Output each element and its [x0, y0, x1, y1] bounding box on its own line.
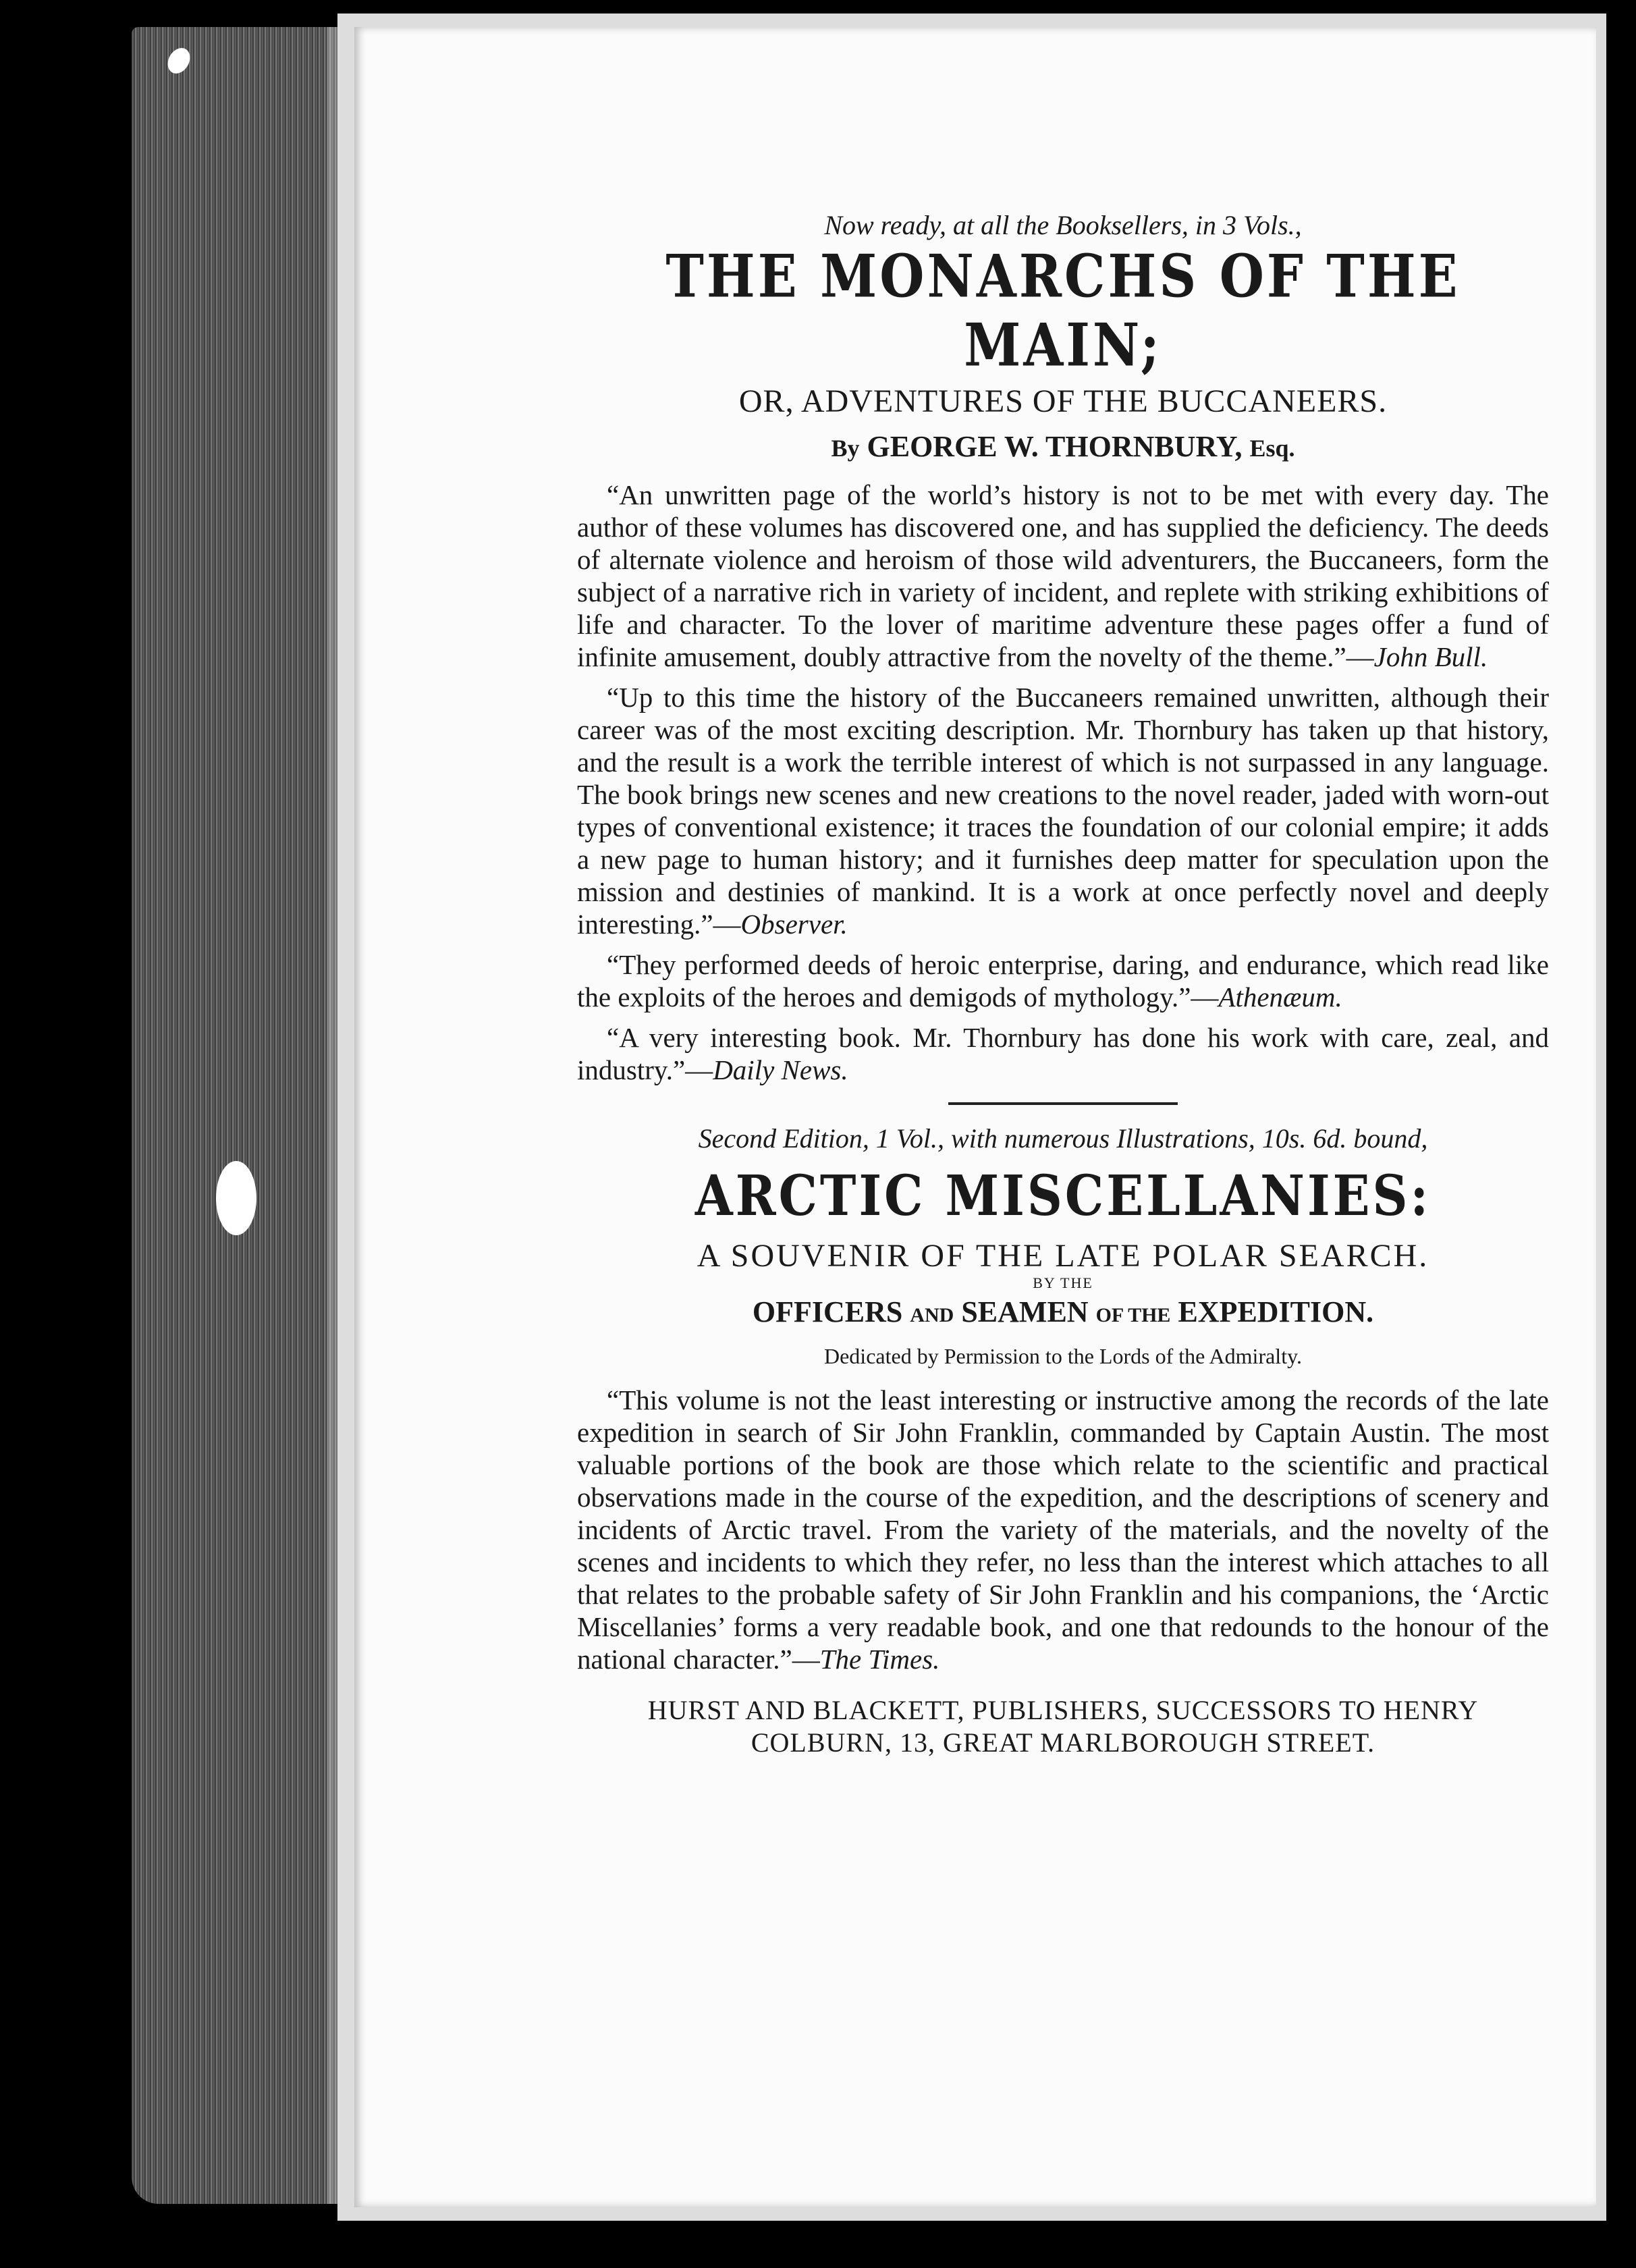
review-john-bull — [577, 479, 1549, 673]
review-text: “Up to this time the history of the Buccaneers remained unwritten, although their career was of the most exciting description. Mr. Thornbury has taken up that history, and the result is a work the terrible interest of which is not surpassed in any language. The book brings new scenes and new creations to the novel reader, jaded with worn-out types of conventional existence; it traces the foundation of our colonial empire; it adds a new page to human history; and it furnishes deep matter for speculation upon the mission and destinies of mankind. It is a work at once perfectly novel and deeply interesting.”— — [577, 682, 1549, 940]
section-divider — [948, 1102, 1178, 1105]
officers-word: OFFICERS — [752, 1295, 903, 1328]
review-text: “An unwritten page of the world’s history is not to be met with every day. The author of these volumes has discovered one, and has supplied the deficiency. The deeds of alternate violence and heroism of those wild adventurers, the Buccaneers, form the subject of a narrative rich in variety of incident, and replete with striking exhibitions of life and character. To the lover of maritime adventure these pages offer a fund of infinite amusement, doubly attractive from the novelty of the theme.”— — [577, 479, 1549, 672]
book1-title: THE MONARCHS OF THE MAIN; — [665, 241, 1461, 380]
review-text: “This volume is not the least interesting or instructive among the records of the late expedition in search of Sir John Franklin, commanded by Captain Austin. The most valuable portions of the book are those which relate to the scientific and practical observations made in the course of the expedition, and the descriptions of scenery and incidents of Arctic travel. From the variety of the materials, and the novelty of the scenes and incidents to which they refer, no less than the interest which attaches to all that relates to the probable safety of Sir John Franklin and his companions, the ‘Arctic Miscellanies’ forms a very readable book, and one that redounds to the honour of the national character.”— — [577, 1384, 1549, 1675]
seamen-word: SEAMEN — [961, 1295, 1089, 1328]
publisher-imprint — [577, 1694, 1549, 1759]
review-text: “They performed deeds of heroic enterprise, daring, and endurance, which read like the exploits of the heroes and demigods of mythology.”— — [577, 949, 1549, 1013]
review-observer — [577, 681, 1549, 940]
book2-title: ARCTIC MISCELLANIES: — [694, 1162, 1432, 1228]
review-source: Athenæum. — [1218, 981, 1342, 1013]
book2-authors-line — [577, 1295, 1549, 1329]
page-content — [577, 209, 1549, 1759]
book2-dedication: Dedicated by Permission to the Lords of the Admiralty. — [823, 1344, 1302, 1368]
review-daily-news — [577, 1021, 1549, 1086]
author-suffix: Esq. — [1249, 435, 1295, 462]
book2-by-the: BY THE — [1033, 1274, 1093, 1291]
advertisement-page — [354, 27, 1596, 2207]
review-the-times — [577, 1384, 1549, 1675]
review-source: The Times. — [819, 1644, 940, 1675]
review-athenaeum — [577, 948, 1549, 1013]
edition-note: Second Edition, 1 Vol., with numerous Illustrations, 10s. 6d. bound, — [698, 1123, 1428, 1154]
book1-subtitle: OR, ADVENTURES OF THE BUCCANEERS. — [738, 383, 1388, 419]
publisher-line-1: HURST AND BLACKETT, PUBLISHERS, SUCCESSORS TO HENRY — [647, 1695, 1479, 1725]
review-source: Daily News. — [713, 1054, 848, 1085]
review-source: Observer. — [740, 909, 848, 940]
publisher-line-2: COLBURN, 13, GREAT MARLBOROUGH STREET. — [751, 1727, 1375, 1758]
author-name: GEORGE W. THORNBURY, — [867, 430, 1243, 463]
review-text: “A very interesting book. Mr. Thornbury has done his work with care, zeal, and industry.”— — [577, 1022, 1549, 1085]
book-page-edge — [132, 27, 348, 2204]
review-source: John Bull. — [1373, 641, 1488, 672]
author-prefix: By — [831, 435, 860, 462]
scan-dust-mark — [216, 1161, 256, 1235]
availability-note: Now ready, at all the Booksellers, in 3 Vols., — [824, 210, 1302, 240]
of-the-word: OF THE — [1095, 1304, 1171, 1326]
and-word: AND — [910, 1304, 954, 1326]
book2-subtitle: A SOUVENIR OF THE LATE POLAR SEARCH. — [697, 1238, 1429, 1274]
book1-author-line — [577, 429, 1549, 464]
expedition-word: EXPEDITION. — [1178, 1295, 1374, 1328]
